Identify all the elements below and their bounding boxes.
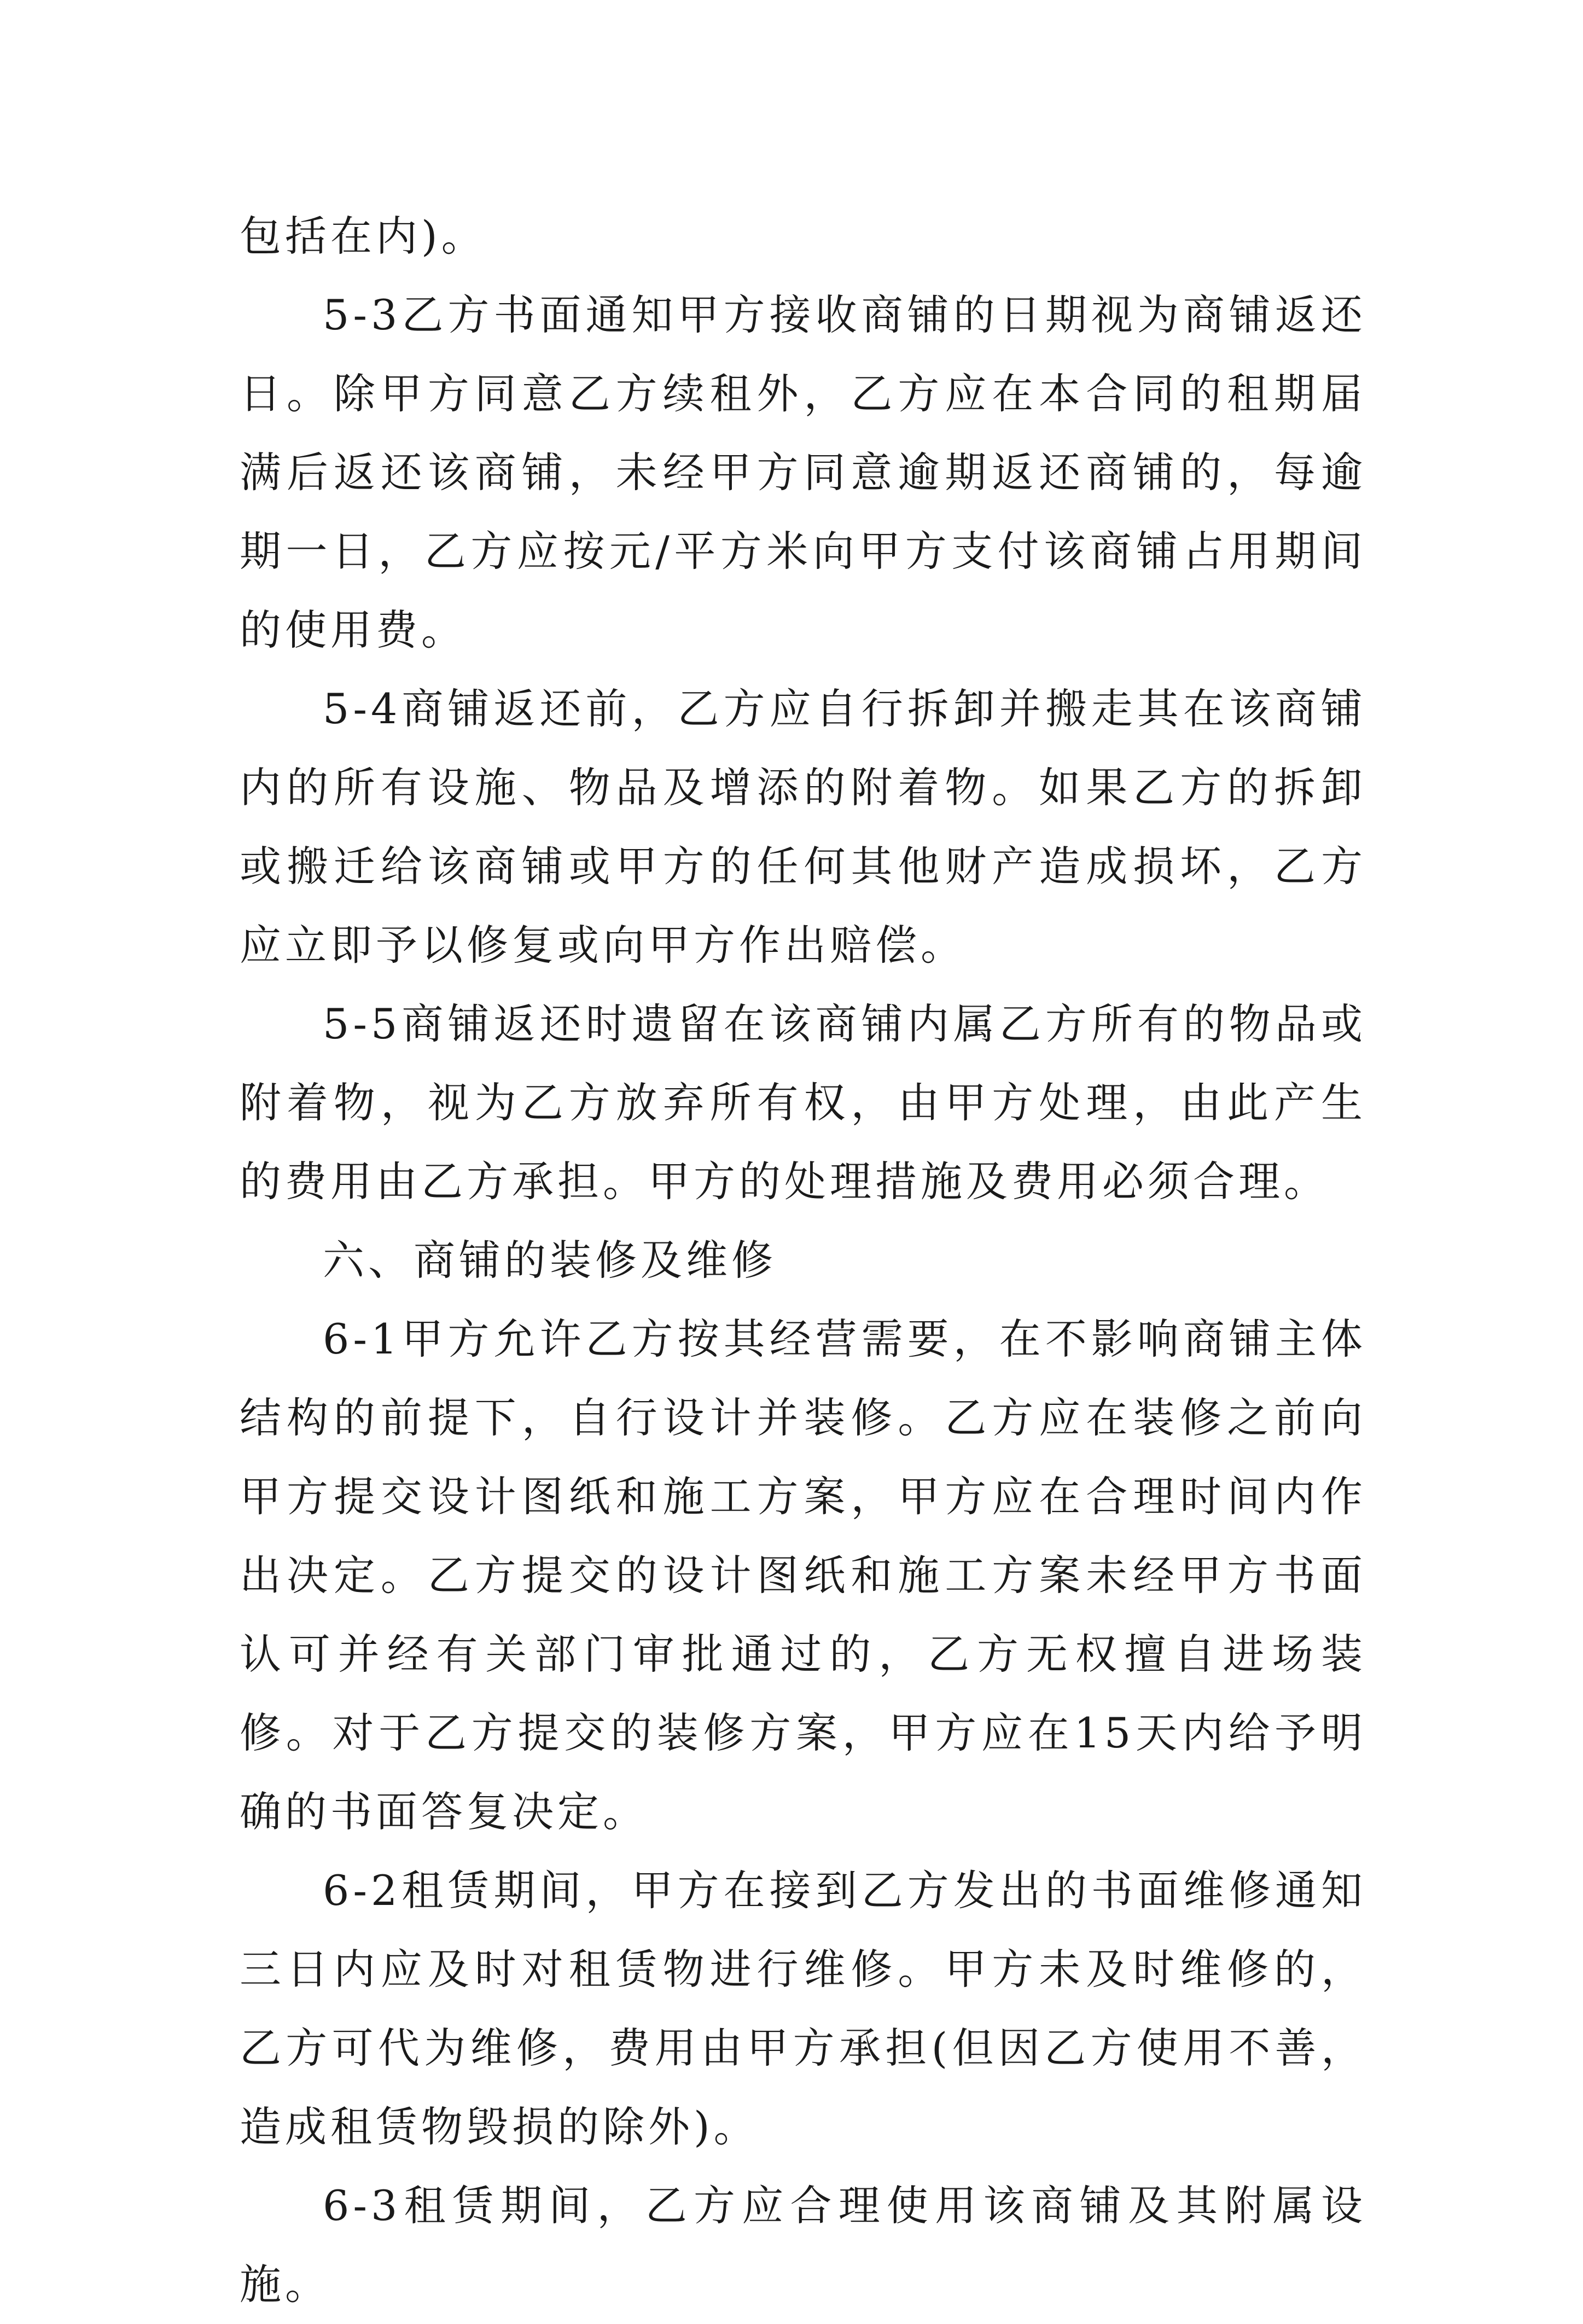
section-heading-6: 六、商铺的装修及维修 [323,1236,777,1285]
clause-5-3: 5-3乙方书面通知甲方接收商铺的日期视为商铺返还日。除甲方同意乙方续租外，乙方应在本合同的租期届满后返还该商铺，未经甲方同意逾期返还商铺的，每逾期一日，乙方应按元/平方米向甲方支付该商铺占用期间的使用费。 [240,290,1366,654]
contract-body [240,197,1366,2324]
clause-5-5: 5-5商铺返还时遗留在该商铺内属乙方所有的物品或附着物，视为乙方放弃所有权，由甲方处理，由此产生的费用由乙方承担。甲方的处理措施及费用必须合理。 [240,1000,1366,1206]
clause-5-4: 5-4商铺返还前，乙方应自行拆卸并搬走其在该商铺内的所有设施、物品及增添的附着物。如果乙方的拆卸或搬迁给该商铺或甲方的任何其他财产造成损坏，乙方应立即予以修复或向甲方作出赔偿。 [240,684,1366,969]
paragraph-continuation: 包括在内)。 [240,212,487,260]
clause-6-2: 6-2租赁期间，甲方在接到乙方发出的书面维修通知三日内应及时对租赁物进行维修。甲方未及时维修的，乙方可代为维修，费用由甲方承担(但因乙方使用不善，造成租赁物毁损的除外)。 [240,1866,1366,2151]
clause-6-3: 6-3租赁期间，乙方应合理使用该商铺及其附属设施。 [240,2181,1366,2309]
clause-6-1: 6-1甲方允许乙方按其经营需要，在不影响商铺主体结构的前提下，自行设计并装修。乙方应在装修之前向甲方提交设计图纸和施工方案，甲方应在合理时间内作出决定。乙方提交的设计图纸和施工方案未经甲方书面认可并经有关部门审批通过的，乙方无权擅自进场装修。对于乙方提交的装修方案，甲方应在15天内给予明确的书面答复决定。 [240,1315,1366,1836]
